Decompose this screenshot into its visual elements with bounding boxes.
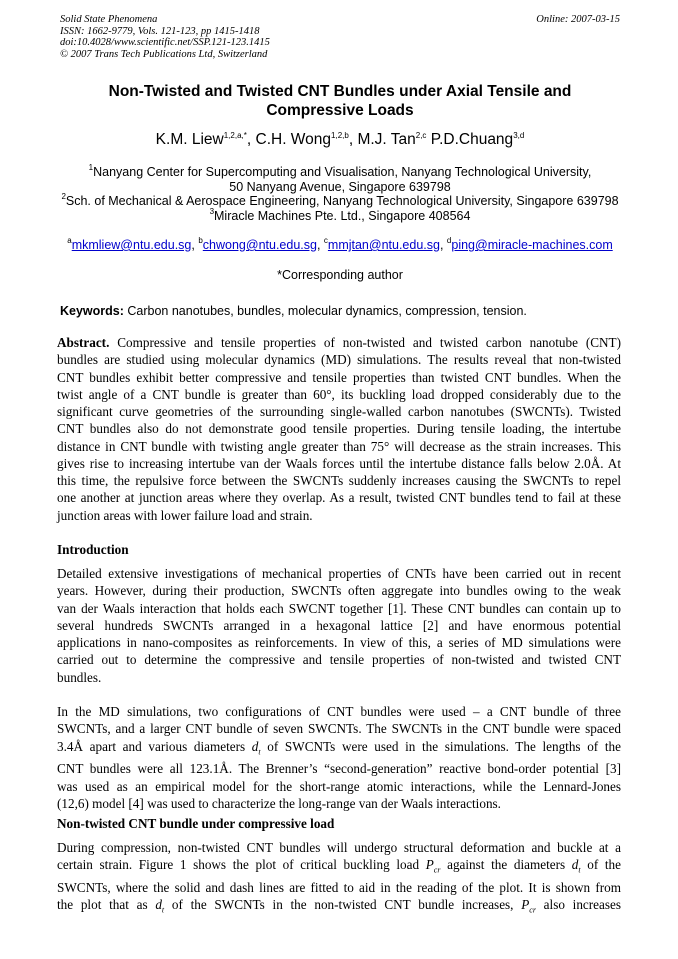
- section-line: SWCNTs, where the solid and dash lines are fitted to aid in the reading of the plot. It is shown from: [57, 880, 621, 896]
- affiliation-1-line-1: [50, 165, 630, 180]
- math-subscript: t: [578, 865, 581, 875]
- abstract-line: distance in CNT bundle with twisting angle greater than 75° will decrease as the strain increases. This: [57, 438, 621, 454]
- corresponding-author-note: *Corresponding author: [277, 268, 403, 282]
- abstract-label: Abstract.: [57, 335, 110, 350]
- issn-line: ISSN: 1662-9779, Vols. 121-123, pp 1415-1418: [60, 25, 260, 37]
- text-run: of SWCNTs were used in the simulations. The lengths of the: [260, 738, 621, 754]
- text-run: also increases: [535, 897, 621, 913]
- affiliation-sup: 1: [88, 163, 94, 172]
- intro-line: applications in nano-composites as reinforcements. In view of this, a series of MD simulations were: [57, 635, 621, 650]
- email-link-chuang[interactable]: ping@miracle-machines.com: [451, 238, 613, 252]
- intro-line: In the MD simulations, two configurations of CNT bundles were used – a CNT bundle of three: [57, 704, 621, 719]
- author-name: K.M. Liew: [155, 131, 224, 148]
- abstract-line: twist angle of a CNT bundle is greater than 60°, its buckling load dropped considerably due to the: [57, 386, 621, 402]
- author-list: [60, 131, 620, 149]
- online-date: Online: 2007-03-15: [536, 14, 620, 25]
- introduction-paragraph-2: [57, 703, 621, 812]
- author-name: P.D.Chuang: [430, 131, 514, 148]
- abstract-line: this time, the repulsive force between the SWCNTs suddenly increases causing the SWCNTs to repel: [57, 473, 621, 488]
- math-subscript: cr: [529, 906, 536, 916]
- intro-line: Detailed extensive investigations of mechanical properties of CNTs have been carried out in recent: [57, 566, 621, 581]
- compressive-paragraph: [57, 839, 621, 919]
- abstract-line: junction areas with lower failure load and strain.: [57, 507, 313, 523]
- email-separator: ,: [439, 238, 447, 252]
- title-line-2: Compressive Loads: [266, 102, 414, 119]
- intro-line: carried out to determine the compressive and tensile properties of non-twisted and twisted CNT: [57, 652, 621, 668]
- affiliation-text: Miracle Machines Pte. Ltd., Singapore 408564: [214, 208, 471, 223]
- abstract-line: gives rise to increasing intertube van der Waals forces until the intertube distance falls below 2.0Å. At: [57, 455, 621, 471]
- math-subscript: t: [258, 747, 261, 757]
- author-affil-sup: 1,2,b: [331, 131, 349, 140]
- text-run: of the SWCNTs in the non-twisted CNT bundle increases,: [164, 897, 522, 913]
- email-link-tan[interactable]: mmjtan@ntu.edu.sg: [327, 238, 440, 252]
- copyright-line: © 2007 Trans Tech Publications Ltd, Switzerland: [60, 48, 268, 60]
- intro-line: SWCNTs, and a larger CNT bundle of seven SWCNTs. The SWCNTs in the CNT bundle were spaced: [57, 721, 621, 737]
- keywords: [60, 304, 620, 319]
- affiliation-text: Nanyang Center for Supercomputing and Visualisation, Nanyang Technological University,: [93, 165, 592, 179]
- intro-line: CNT bundles were all 123.1Å. The Brenner’s “second-generation” reactive bond-order potential [3]: [57, 761, 621, 777]
- text-run: of the: [580, 857, 621, 873]
- journal-header: [60, 14, 620, 60]
- paper-title: [60, 82, 620, 120]
- email-link-liew[interactable]: mkmliew@ntu.edu.sg: [71, 238, 192, 252]
- author-separator: ,: [348, 131, 358, 148]
- email-sup: a: [67, 236, 72, 245]
- text-run: 3.4Å apart and various diameters: [57, 738, 252, 754]
- affiliation-sup: 2: [61, 192, 66, 202]
- affiliation-2: [50, 194, 630, 209]
- email-separator: ,: [191, 238, 199, 252]
- introduction-paragraph-1: [57, 565, 621, 686]
- keywords-text: Carbon nanotubes, bundles, molecular dynamics, compression, tension.: [123, 304, 527, 318]
- text-run: the plot that as: [57, 897, 156, 913]
- section-line: [57, 856, 621, 879]
- author-name: M.J. Tan: [357, 131, 416, 148]
- intro-line: several hundreds SWCNTs arranged in a hexagonal lattice [2] and have enormous potential: [57, 617, 621, 633]
- email-separator: ,: [316, 238, 324, 252]
- math-subscript: t: [161, 906, 165, 916]
- section-line: During compression, non-twisted CNT bundles will undergo structural deformation and buckle at a: [57, 840, 621, 855]
- section-line: [57, 896, 621, 919]
- author-separator: ,: [246, 131, 256, 148]
- affiliation-sup: 3: [209, 206, 215, 216]
- author-affil-sup: 3,d: [513, 131, 525, 140]
- math-variable: P: [521, 897, 530, 913]
- email-sup: b: [198, 236, 203, 245]
- abstract-line: CNT bundles also do not demonstrate good tensile properties. During tensile loading, the intertube: [57, 421, 621, 437]
- journal-name: Solid State Phenomena: [60, 14, 158, 25]
- section-heading-compressive: Non-twisted CNT bundle under compressive load: [57, 816, 335, 831]
- affiliation-text: Sch. of Mechanical & Aerospace Engineering, Nanyang Technological University, Singapore 639798: [65, 194, 619, 209]
- email-sup: c: [323, 236, 328, 245]
- email-link-wong[interactable]: chwong@ntu.edu.sg: [202, 238, 317, 252]
- abstract-line: significant curve geometries of the surrounding single-walled carbon nanotubes (SWCNTs). Twisted: [57, 404, 621, 419]
- math-variable: P: [425, 857, 434, 873]
- email-sup: d: [446, 236, 452, 245]
- abstract-text: Compressive and tensile properties of non-twisted and twisted carbon nanotube (CNT): [109, 335, 621, 350]
- corresponding-star: *: [243, 131, 247, 140]
- abstract-line: [57, 334, 621, 351]
- affiliations: [50, 165, 630, 223]
- title-line-1: Non-Twisted and Twisted CNT Bundles under Axial Tensile and: [108, 83, 572, 100]
- intro-line: [57, 738, 621, 761]
- author-name: C.H. Wong: [255, 131, 332, 148]
- abstract-line: CNT bundles exhibit better compressive and tensile properties than twisted CNT bundles. When the: [57, 369, 621, 385]
- keywords-label: Keywords:: [60, 304, 124, 318]
- intro-line: years. However, during their production, SWCNTs often aggregate into bundles owing to the weak: [57, 583, 621, 599]
- text-run: certain strain. Figure 1 shows the plot of critical buckling load: [57, 857, 426, 873]
- math-subscript: cr: [433, 865, 441, 875]
- intro-line: (12,6) model [4] was used to characterize the long-range van der Waals interactions.: [57, 795, 501, 811]
- doi-line: doi:10.4028/www.scientific.net/SSP.121-123.1415: [60, 37, 270, 48]
- intro-line: was used as an empirical model for the short-range atomic interactions, while the Lennard-Jones: [57, 778, 621, 794]
- math-variable: d: [251, 738, 259, 754]
- author-affil-sup: 1,2,a,: [223, 131, 244, 140]
- intro-line: van der Waals interaction that holds each SWCNT together [1]. These CNT bundles can contain up to: [57, 600, 621, 616]
- math-variable: d: [155, 897, 162, 913]
- math-variable: d: [571, 857, 579, 873]
- affiliation-3: [50, 206, 630, 224]
- affiliation-1-line-2: 50 Nanyang Avenue, Singapore 639798: [229, 179, 451, 194]
- author-affil-sup: 2,c: [415, 131, 427, 140]
- text-run: against the diameters: [440, 857, 572, 873]
- intro-line: bundles.: [57, 669, 102, 685]
- email-list: [50, 238, 630, 253]
- abstract: [57, 334, 621, 524]
- abstract-line: one another at junction areas where they overlap. As a result, twisted CNT bundles tend to fail at these: [57, 490, 621, 506]
- abstract-line: bundles are studied using molecular dynamics (MD) simulations. The results reveal that non-twisted: [57, 352, 621, 368]
- section-heading-introduction: Introduction: [57, 542, 129, 557]
